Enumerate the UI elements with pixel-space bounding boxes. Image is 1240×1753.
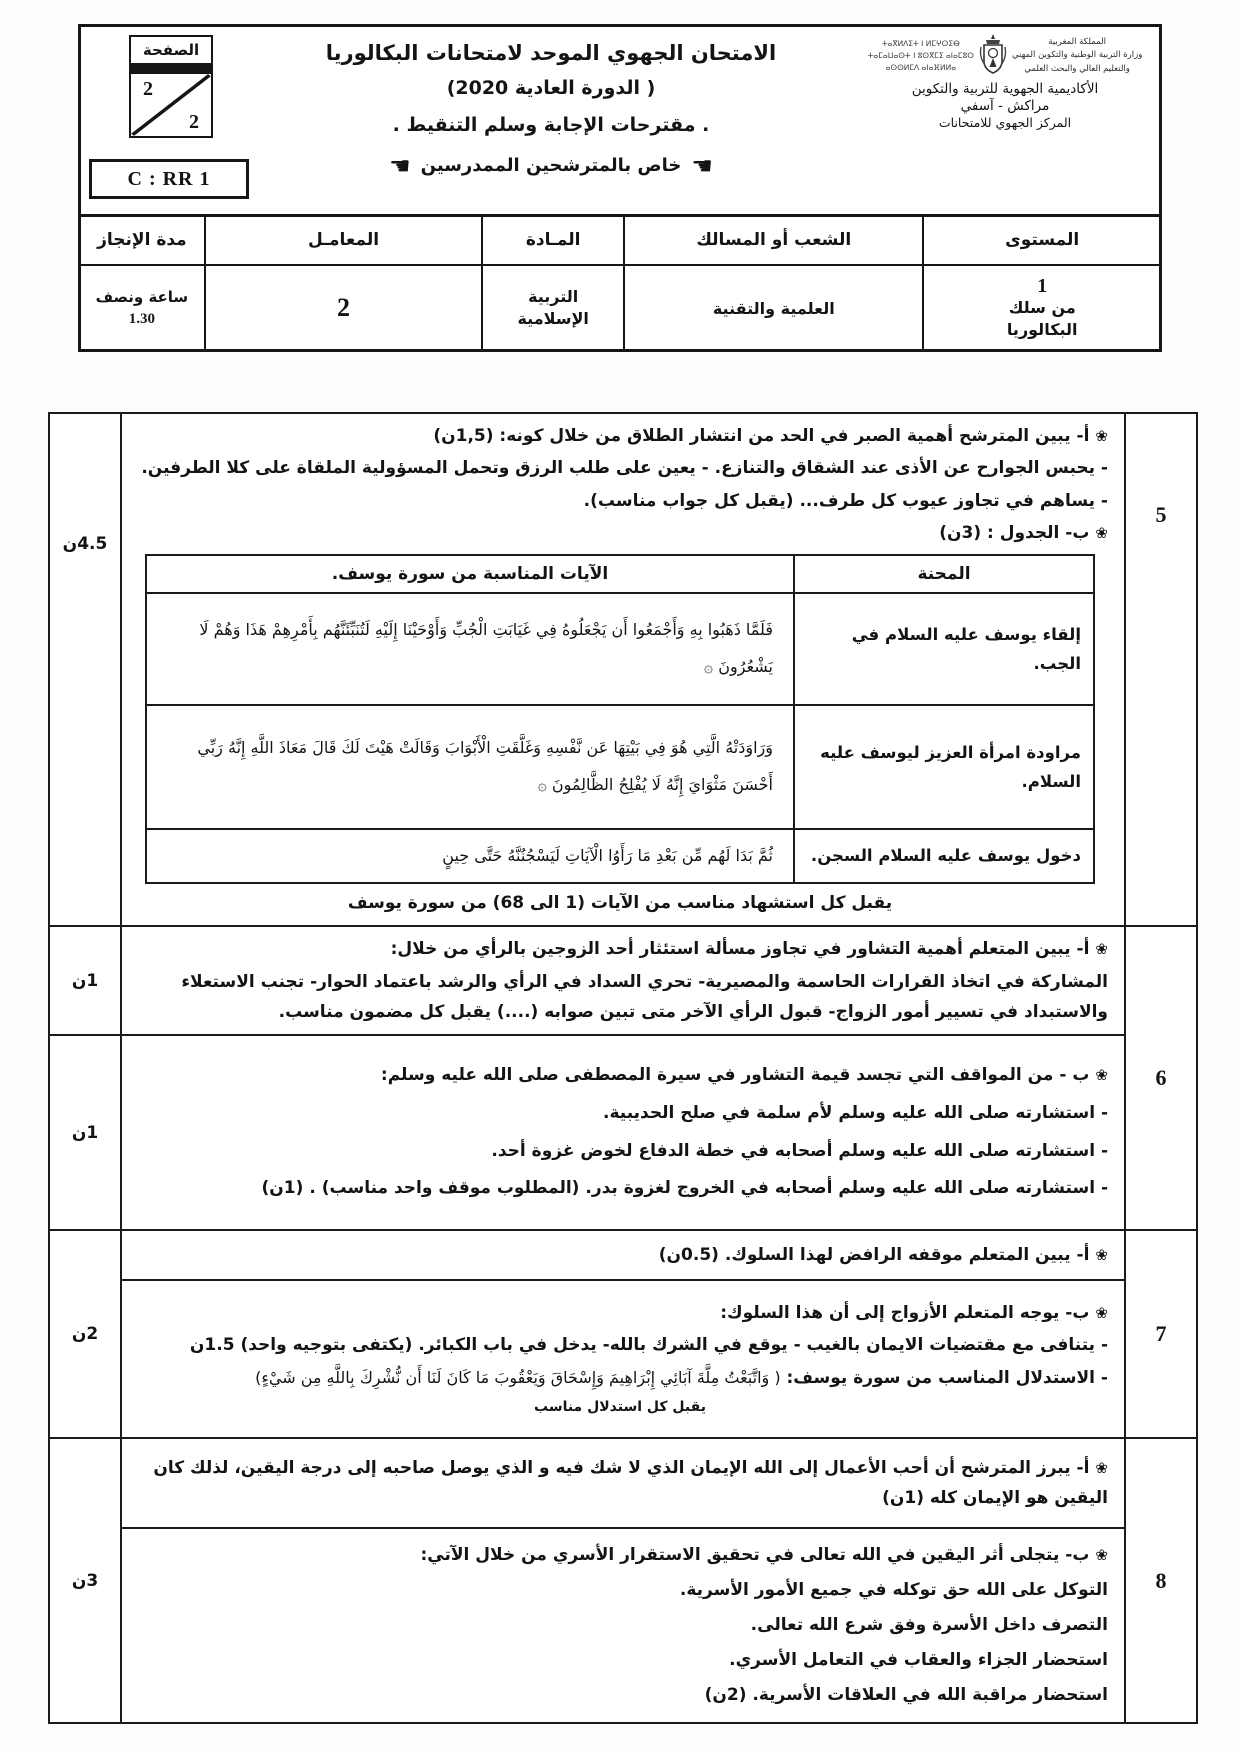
verse-cell: وَرَاوَدَتْهُ الَّتِي هُوَ فِي بَيْتِهَا عَن نَّفْسِهِ وَغَلَّقَتِ الْأَبْوَابَ وَقَالَتْ هَيْتَ لَكَ قَالَ مَعَاذَ اللَّهِ إِنَّهُ رَبِّي أَحْسَنَ مَثْوَايَ إِنَّهُ لَا يُفْلِحُ الظَّالِمُونَ ۞ xyxy=(146,705,794,829)
answer-line xyxy=(132,421,1108,451)
question-8b-content xyxy=(121,1528,1125,1723)
flower-icon: ❀ xyxy=(1095,1304,1108,1323)
answer-line xyxy=(132,518,1108,548)
table-row xyxy=(146,829,1094,883)
q5-a-head: أ- يبين المترشح أهمية الصبر في الحد من انتشار الطلاق من خلال كونه: (1,5ن) xyxy=(433,426,1090,446)
coefficient-value: 2 xyxy=(205,265,482,351)
ministry-top-row xyxy=(855,33,1155,79)
page-box xyxy=(129,35,213,138)
question-number: 5 xyxy=(1125,413,1197,926)
page-total: 2 xyxy=(189,111,199,133)
flower-icon: ❀ xyxy=(1095,1066,1108,1085)
q6-a-head: أ- يبين المتعلم أهمية التشاور في تجاوز مسألة استئثار أحد الزوجين بالرأي من خلال: xyxy=(390,939,1090,960)
academy-city-line: مراكش - آسفي xyxy=(960,98,1050,114)
page-box-divider xyxy=(129,65,213,72)
question-number: 7 xyxy=(1125,1230,1197,1438)
exam-session: ( الدورة العادية 2020) xyxy=(446,77,656,99)
question-6a-content xyxy=(121,926,1125,1035)
q7-evidence-verse: ( وَاتَّبَعْتُ مِلَّةَ آبَائِي إِبْرَاهِيمَ وَإِسْحَاقَ وَيَعْقُوبَ مَا كَانَ لَنَا أَن نُّشْرِكَ بِاللَّهِ مِن شَيْءٍ) xyxy=(255,1367,781,1387)
streams-value: العلمية والتقنية xyxy=(624,265,923,351)
question-7a-content xyxy=(121,1230,1125,1280)
question-mark: 1ن xyxy=(49,1035,121,1230)
answer-line: استحضار الجزاء والعقاب في التعامل الأسري. xyxy=(729,1650,1108,1671)
answer-line xyxy=(132,934,1108,964)
q8-b-head: ب- يتجلى أثر اليقين في الله تعالى في تحقيق الاستقرار الأسري من خلال الآتي: xyxy=(420,1544,1090,1565)
question-8a-content xyxy=(121,1438,1125,1528)
trials-table-header xyxy=(146,555,1094,593)
ministry-tf-line1: ⵜⴰⴳⵍⴷⵉⵜ ⵏ ⵍⵎⵖⵔⵉⴱ xyxy=(881,39,960,48)
trial-cell: مراودة امرأة العزيز ليوسف عليه السلام. xyxy=(794,705,1094,829)
subject-line1: التربية xyxy=(528,287,579,307)
answer-line xyxy=(132,1240,1108,1270)
col-subject: المـادة xyxy=(482,215,624,265)
question-mark: 3ن xyxy=(49,1438,121,1723)
answer-line xyxy=(132,1298,1108,1328)
exam-title: الامتحان الجهوي الموحد لامتحانات البكالوريا xyxy=(325,41,777,65)
col-streams: الشعب أو المسالك xyxy=(624,215,923,265)
question-mark: 2ن xyxy=(49,1230,121,1438)
duration-line2: 1.30 xyxy=(128,311,156,327)
ministry-tf-line2: ⵜⴰⵎⴰⵡⴰⵙⵜ ⵏ ⵓⵙⴳⵎⵉ ⴰⵏⴰⵎⵓⵔ xyxy=(867,51,974,60)
answer-line xyxy=(132,1363,1108,1393)
answer-line: - استشارته صلى الله عليه وسلم لأم سلمة في صلح الحديبية. xyxy=(602,1102,1108,1123)
page-fraction xyxy=(129,72,213,138)
table-row xyxy=(146,593,1094,705)
hand-left-icon: ☚ xyxy=(389,152,411,180)
question-8-row-b xyxy=(49,1528,1197,1723)
col-duration: مدة الإنجاز xyxy=(79,215,205,265)
flower-icon: ❀ xyxy=(1095,427,1108,445)
info-values-row xyxy=(79,265,1161,351)
acceptance-note: يقبل كل استدلال مناسب xyxy=(534,1398,706,1415)
flower-icon: ❀ xyxy=(1095,1245,1108,1264)
answer-line xyxy=(132,1453,1108,1514)
audience-text: خاص بالمترشحين الممدرسين xyxy=(420,155,682,176)
verse-cell: ثُمَّ بَدَا لَهُم مِّن بَعْدِ مَا رَأَوُا الْآيَاتِ لَيَسْجُنُنَّهُ حَتَّى حِينٍ xyxy=(146,829,794,883)
answers-table xyxy=(48,412,1198,1724)
question-7b-content xyxy=(121,1280,1125,1438)
q7-a-head: أ- يبين المتعلم موقفه الرافض لهذا السلوك. (0.5ن) xyxy=(658,1244,1090,1265)
ministry-tf-line3: ⴰⵙⵙⵍⵎⴷ ⴰⵏⴰⴼⵍⵍⴰ xyxy=(885,63,957,72)
ministry-tifinagh-lines xyxy=(868,38,974,74)
ministry-logo-block xyxy=(855,33,1155,130)
subject-value xyxy=(482,265,624,351)
exam-center-line: المركز الجهوي للامتحانات xyxy=(938,115,1072,130)
answer-line: استحضار مراقبة الله في العلاقات الأسرية. (2ن) xyxy=(704,1685,1108,1706)
level-line2: من سلك xyxy=(1008,298,1076,318)
col-level: المستوى xyxy=(923,215,1161,265)
flower-icon: ❀ xyxy=(1095,940,1108,959)
verse-cell: فَلَمَّا ذَهَبُوا بِهِ وَأَجْمَعُوا أَن يَجْعَلُوهُ فِي غَيَابَتِ الْجُبِّ وَأَوْحَيْنَا إِلَيْهِ لَتُنَبِّئَنَّهُم بِأَمْرِهِمْ هَذَا وَهُمْ لَا يَشْعُرُونَ ۞ xyxy=(146,593,794,705)
question-6-row-b xyxy=(49,1035,1197,1230)
col-coefficient: المعامـل xyxy=(205,215,482,265)
question-7-row-b xyxy=(49,1280,1197,1438)
answer-line: المشاركة في اتخاذ القرارات الحاسمة والمصيرية- تحري السداد في الرأي والرشد باعتماد الحوار- تجنب الاستعلاء والاستبداد في تسيير أمور الزواج- قبول الرأي الآخر متى تبين صوابه (....) يقبل كل مضمون مناسب. xyxy=(181,971,1108,1022)
trial-cell: دخول يوسف عليه السلام السجن. xyxy=(794,829,1094,883)
flower-icon: ❀ xyxy=(1095,523,1108,542)
q7-evidence-prefix: - الاستدلال المناسب من سورة يوسف: xyxy=(780,1367,1108,1388)
question-8-row-a xyxy=(49,1438,1197,1528)
page-label: الصفحة xyxy=(129,35,213,65)
answer-line xyxy=(132,1539,1108,1572)
question-5-row xyxy=(49,413,1197,926)
hand-right-icon: ☚ xyxy=(691,152,713,180)
question-mark: 1ن xyxy=(49,926,121,1035)
q7-b-head: ب- يوجه المتعلم الأزواج إلى أن هذا السلوك: xyxy=(720,1303,1090,1324)
question-number: 6 xyxy=(1125,926,1197,1230)
answer-line: - يتنافى مع مقتضيات الايمان بالغيب - يوقع في الشرك بالله- يدخل في باب الكبائر. (يكتفى بتوجيه واحد) 1.5ن xyxy=(189,1335,1108,1356)
level-value xyxy=(923,265,1161,351)
answer-line: - يساهم في تجاوز عيوب كل طرف... (يقبل كل جواب مناسب). xyxy=(583,490,1108,511)
level-line3: البكالوريا xyxy=(1006,320,1078,339)
ministry-ar-line2: وزارة التربية الوطنية والتكوين المهني xyxy=(1011,50,1143,61)
col-verses: الآيات المناسبة من سورة يوسف. xyxy=(146,555,794,593)
flower-icon: ❀ xyxy=(1095,1545,1108,1564)
question-5-content xyxy=(121,413,1125,926)
duration-line1: ساعة ونصف xyxy=(95,287,189,306)
academy-line: الأكاديمية الجهوية للتربية والتكوين xyxy=(911,81,1099,97)
answer-line: التصرف داخل الأسرة وفق شرع الله تعالى. xyxy=(750,1614,1108,1635)
q6-b-head: ب - من المواقف التي تجسد قيمة التشاور في سيرة المصطفى صلى الله عليه وسلم: xyxy=(380,1065,1090,1086)
page-current: 2 xyxy=(143,78,153,100)
ministry-ar-line1: المملكة المغربية xyxy=(1048,36,1106,47)
duration-value xyxy=(79,265,205,351)
doc-code: C : RR 1 xyxy=(89,159,249,199)
answer-line: التوكل على الله حق توكله في جميع الأمور الأسرية. xyxy=(679,1579,1108,1600)
trial-cell: إلقاء يوسف عليه السلام في الجب. xyxy=(794,593,1094,705)
question-6-row-a xyxy=(49,926,1197,1035)
q5-b-head: ب- الجدول : (3ن) xyxy=(939,522,1090,543)
acceptance-note: يقبل كل استشهاد مناسب من الآيات (1 الى 68) من سورة يوسف xyxy=(347,893,893,913)
level-number: 1 xyxy=(1037,275,1048,298)
exam-info-table xyxy=(78,214,1162,353)
info-header-row xyxy=(79,215,1161,265)
question-7-row-a xyxy=(49,1230,1197,1280)
title-block xyxy=(281,41,821,180)
header-frame xyxy=(78,24,1162,352)
audience-line xyxy=(281,152,821,180)
question-number: 8 xyxy=(1125,1438,1197,1723)
answer-line: - استشارته صلى الله عليه وسلم أصحابه في الخروج لغزوة بدر. (المطلوب موقف واحد مناسب) . (1ن) xyxy=(261,1178,1108,1199)
coat-of-arms-icon xyxy=(978,33,1008,79)
answer-line: - استشارته صلى الله عليه وسلم أصحابه في خطة الدفاع لخوض غزوة أحد. xyxy=(491,1140,1108,1161)
answer-line: - يحبس الجوارح عن الأذى عند الشقاق والتنازع. - يعين على طلب الرزق وتحمل المسؤولية الملقاة على كلا الطرفين. xyxy=(141,458,1108,479)
trials-verses-table xyxy=(145,554,1095,884)
table-row xyxy=(146,705,1094,829)
q8-a-head: أ- يبرز المترشح أن أحب الأعمال إلى الله الإيمان الذي لا شك فيه و الذي يوصل صاحبه إلى درجة اليقين، لذلك كان اليقين هو الإيمان كله (1ن) xyxy=(153,1457,1108,1508)
ministry-arabic-lines xyxy=(1012,36,1142,77)
question-6b-content xyxy=(121,1035,1125,1230)
answer-key-subtitle: . مقترحات الإجابة وسلم التنقيط . xyxy=(392,114,710,136)
subject-line2: الإسلامية xyxy=(517,309,589,328)
answer-line xyxy=(132,1058,1108,1094)
col-trial: المحنة xyxy=(794,555,1094,593)
ministry-ar-line3: والتعليم العالي والبحث العلمي xyxy=(1024,63,1130,74)
flower-icon: ❀ xyxy=(1095,1458,1108,1477)
question-mark: 4.5ن xyxy=(49,413,121,926)
